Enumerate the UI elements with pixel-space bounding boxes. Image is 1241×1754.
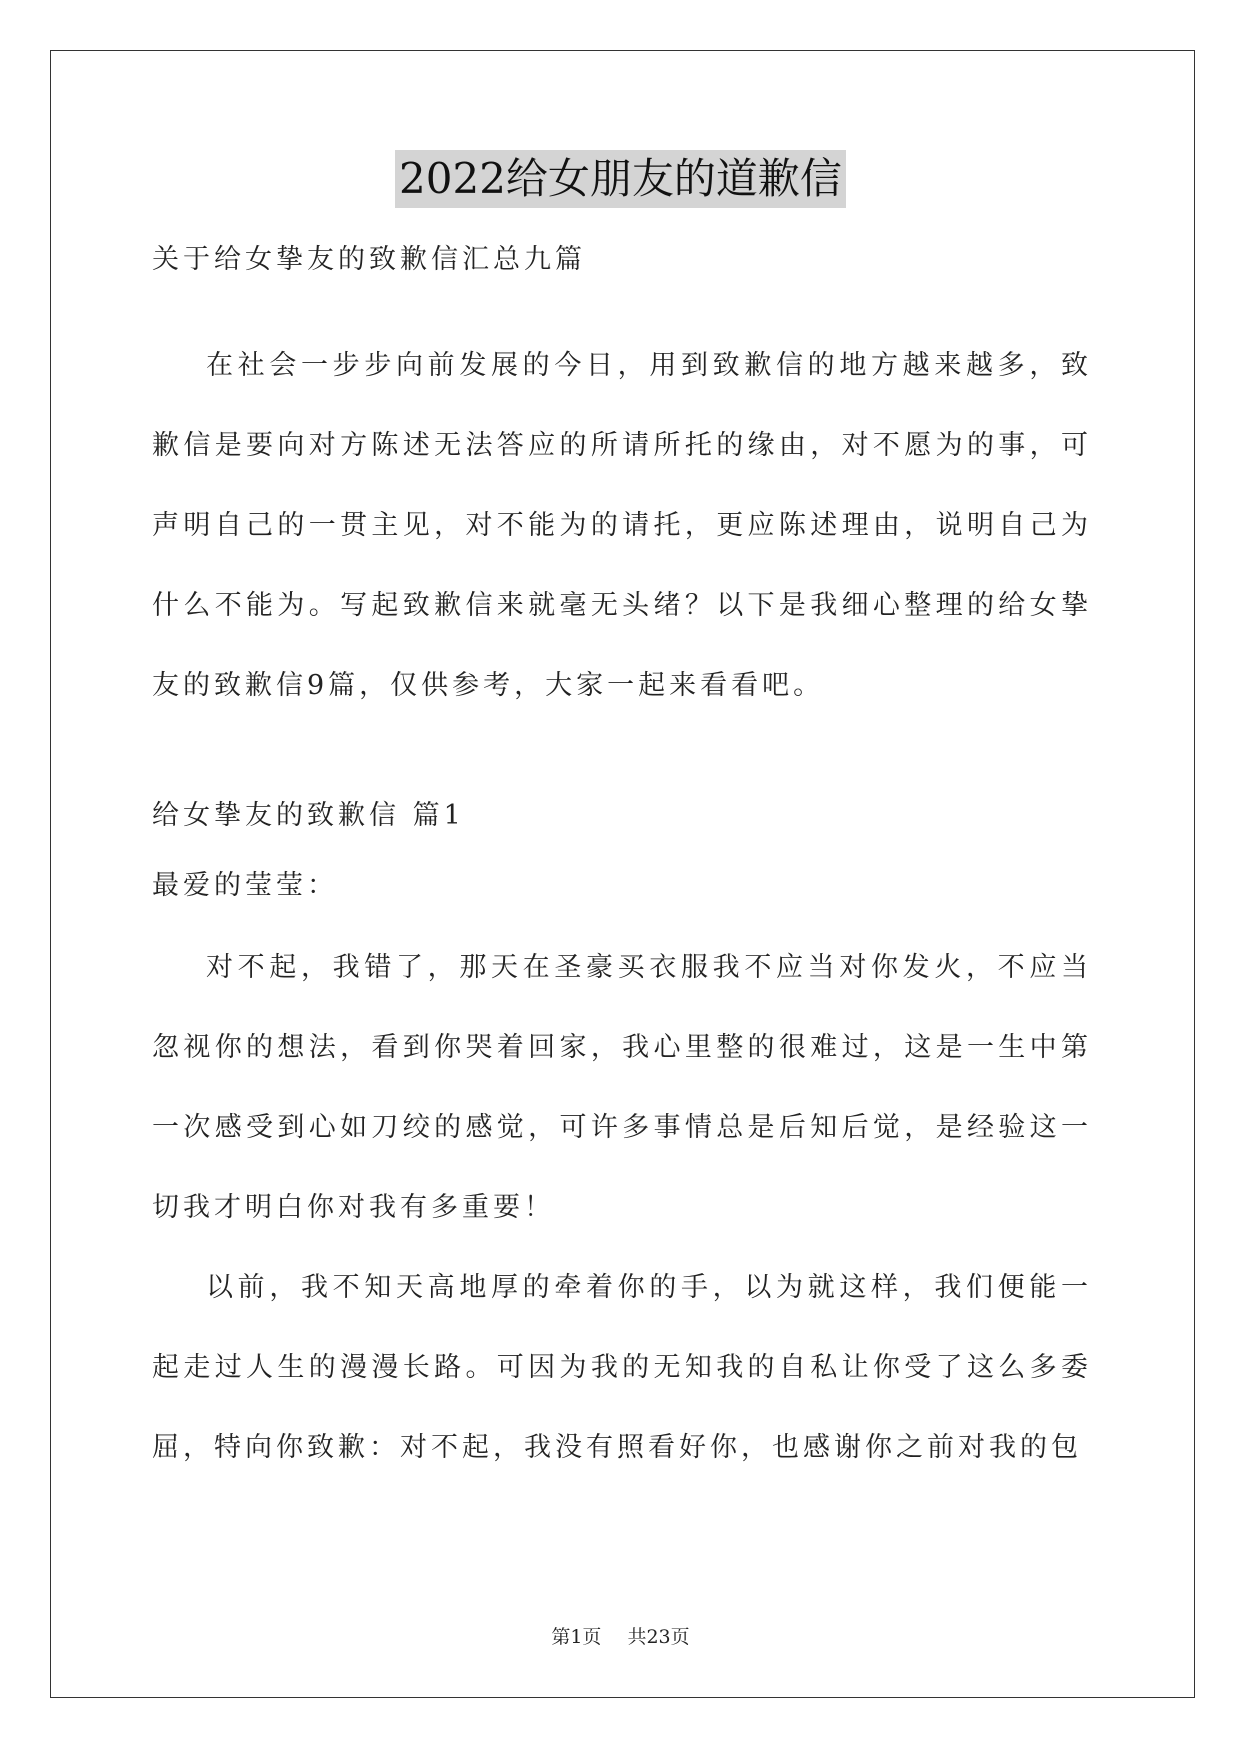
page-total: 共23页 — [627, 1626, 690, 1648]
intro-paragraph: 在社会一步步向前发展的今日，用到致歉信的地方越来越多，致歉信是要向对方陈述无法答应的所请所托的缘由，对不愿为的事，可声明自己的一贯主见，对不能为的请托，更应陈述理由，说明自己为什么不能为。写起致歉信来就毫无头绪？以下是我细心整理的给女挚友的致歉信9篇，仅供参考，大家一起来看看吧。 — [152, 350, 1092, 701]
letter-paragraph: 以前，我不知天高地厚的牵着你的手，以为就这样，我们便能一起走过人生的漫漫长路。可因为我的无知我的自私让你受了这么多委屈，特向你致歉：对不起，我没有照看好你，也感谢你之前对我的包 — [152, 1272, 1092, 1463]
document-body — [152, 232, 1092, 1488]
document-title: 2022给女朋友的道歉信 — [395, 150, 846, 208]
document-subtitle: 关于给女挚友的致歉信汇总九篇 — [152, 244, 586, 275]
section-heading: 给女挚友的致歉信 篇1 — [152, 800, 465, 831]
letter-salutation: 最爱的莹莹： — [152, 870, 338, 901]
letter-paragraph: 对不起，我错了，那天在圣豪买衣服我不应当对你发火，不应当忽视你的想法，看到你哭着回家，我心里整的很难过，这是一生中第一次感受到心如刀绞的感觉，可许多事情总是后知后觉，是经验这一切我才明白你对我有多重要！ — [152, 952, 1092, 1223]
title-container — [0, 150, 1241, 208]
page-footer — [0, 1622, 1241, 1649]
page-number: 第1页 — [551, 1626, 602, 1648]
